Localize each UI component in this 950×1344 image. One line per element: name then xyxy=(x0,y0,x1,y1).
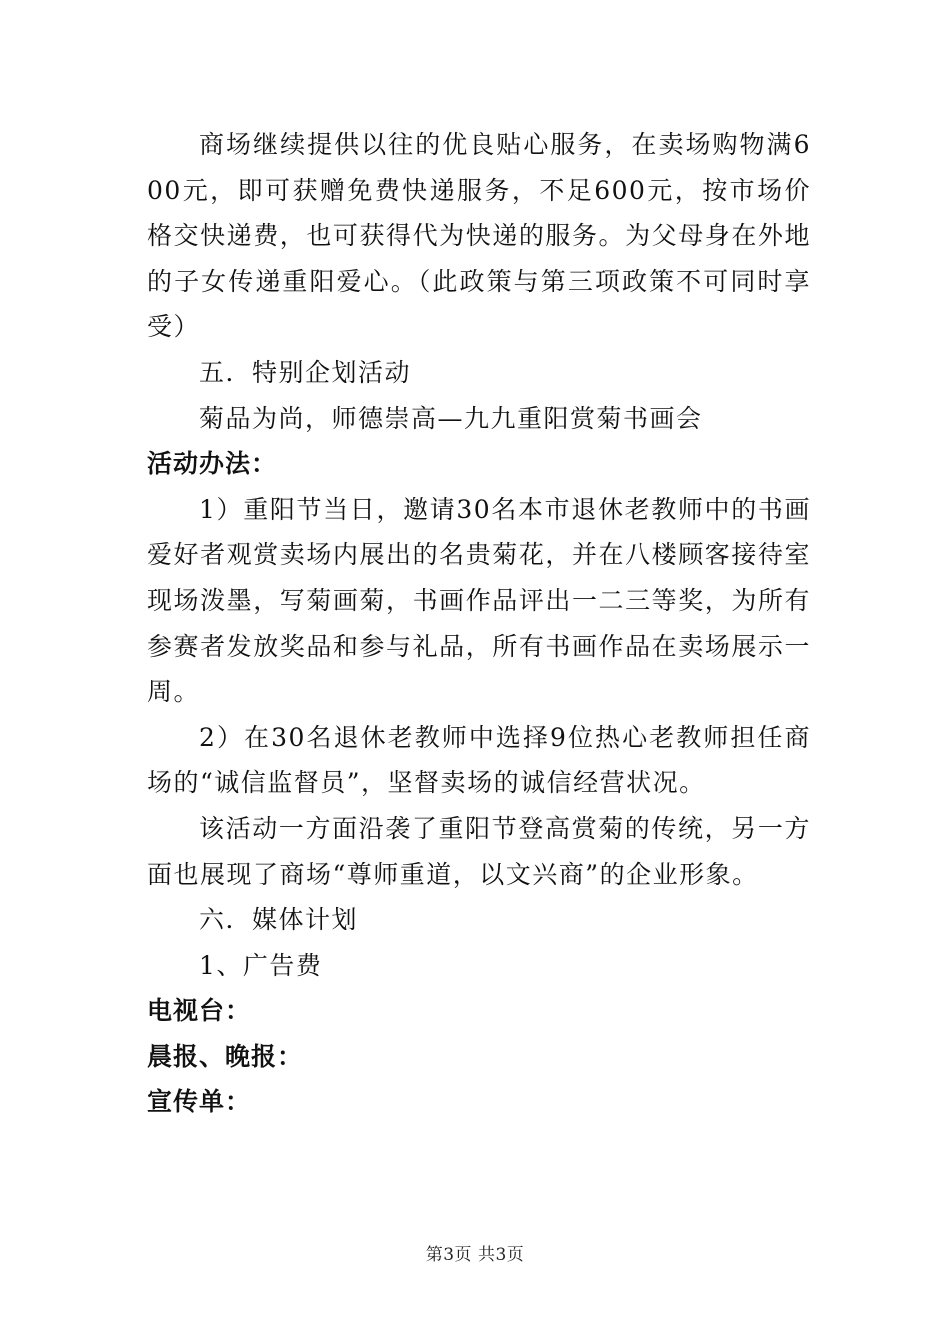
paragraph-activity-1: 1）重阳节当日，邀请30名本市退休老教师中的书画爱好者观赏卖场内展出的名贵菊花，并在八楼顾客接待室现场泼墨，写菊画菊，书画作品评出一二三等奖，为所有参赛者发放奖品和参与礼品，所有书画作品在卖场展示一周。 xyxy=(147,494,811,707)
paragraph-express-service: 商场继续提供以往的优良贴心服务，在卖场购物满600元，即可获赠免费快递服务，不足600元，按市场价格交快递费，也可获得代为快递的服务。为父母身在外地的子女传递重阳爱心。（此政策与第三项政策不可同时享受） xyxy=(147,130,811,342)
page-footer: 第3页 共3页 xyxy=(425,1245,525,1265)
heading-activity-method: 活动办法： xyxy=(147,449,278,479)
heading-ad-cost: 1、广告费 xyxy=(199,950,323,980)
paragraph-activity-summary: 该活动一方面沿袭了重阳节登高赏菊的传统，另一方面也展现了商场“尊师重道，以文兴商”的企业形象。 xyxy=(147,813,811,889)
event-title: 菊品为尚，师德崇高—九九重阳赏菊书画会 xyxy=(199,403,703,433)
heading-special-event: 五．特别企划活动 xyxy=(199,357,412,387)
heading-media-plan: 六．媒体计划 xyxy=(199,905,359,935)
paragraph-activity-2: 2）在30名退休老教师中选择9位热心老教师担任商场的“诚信监督员”，坚督卖场的诚信经营状况。 xyxy=(147,722,811,798)
label-flyers: 宣传单： xyxy=(147,1087,252,1117)
label-tv-station: 电视台： xyxy=(147,996,252,1026)
document-body xyxy=(147,122,811,1125)
label-newspapers: 晨报、晚报： xyxy=(147,1041,304,1071)
